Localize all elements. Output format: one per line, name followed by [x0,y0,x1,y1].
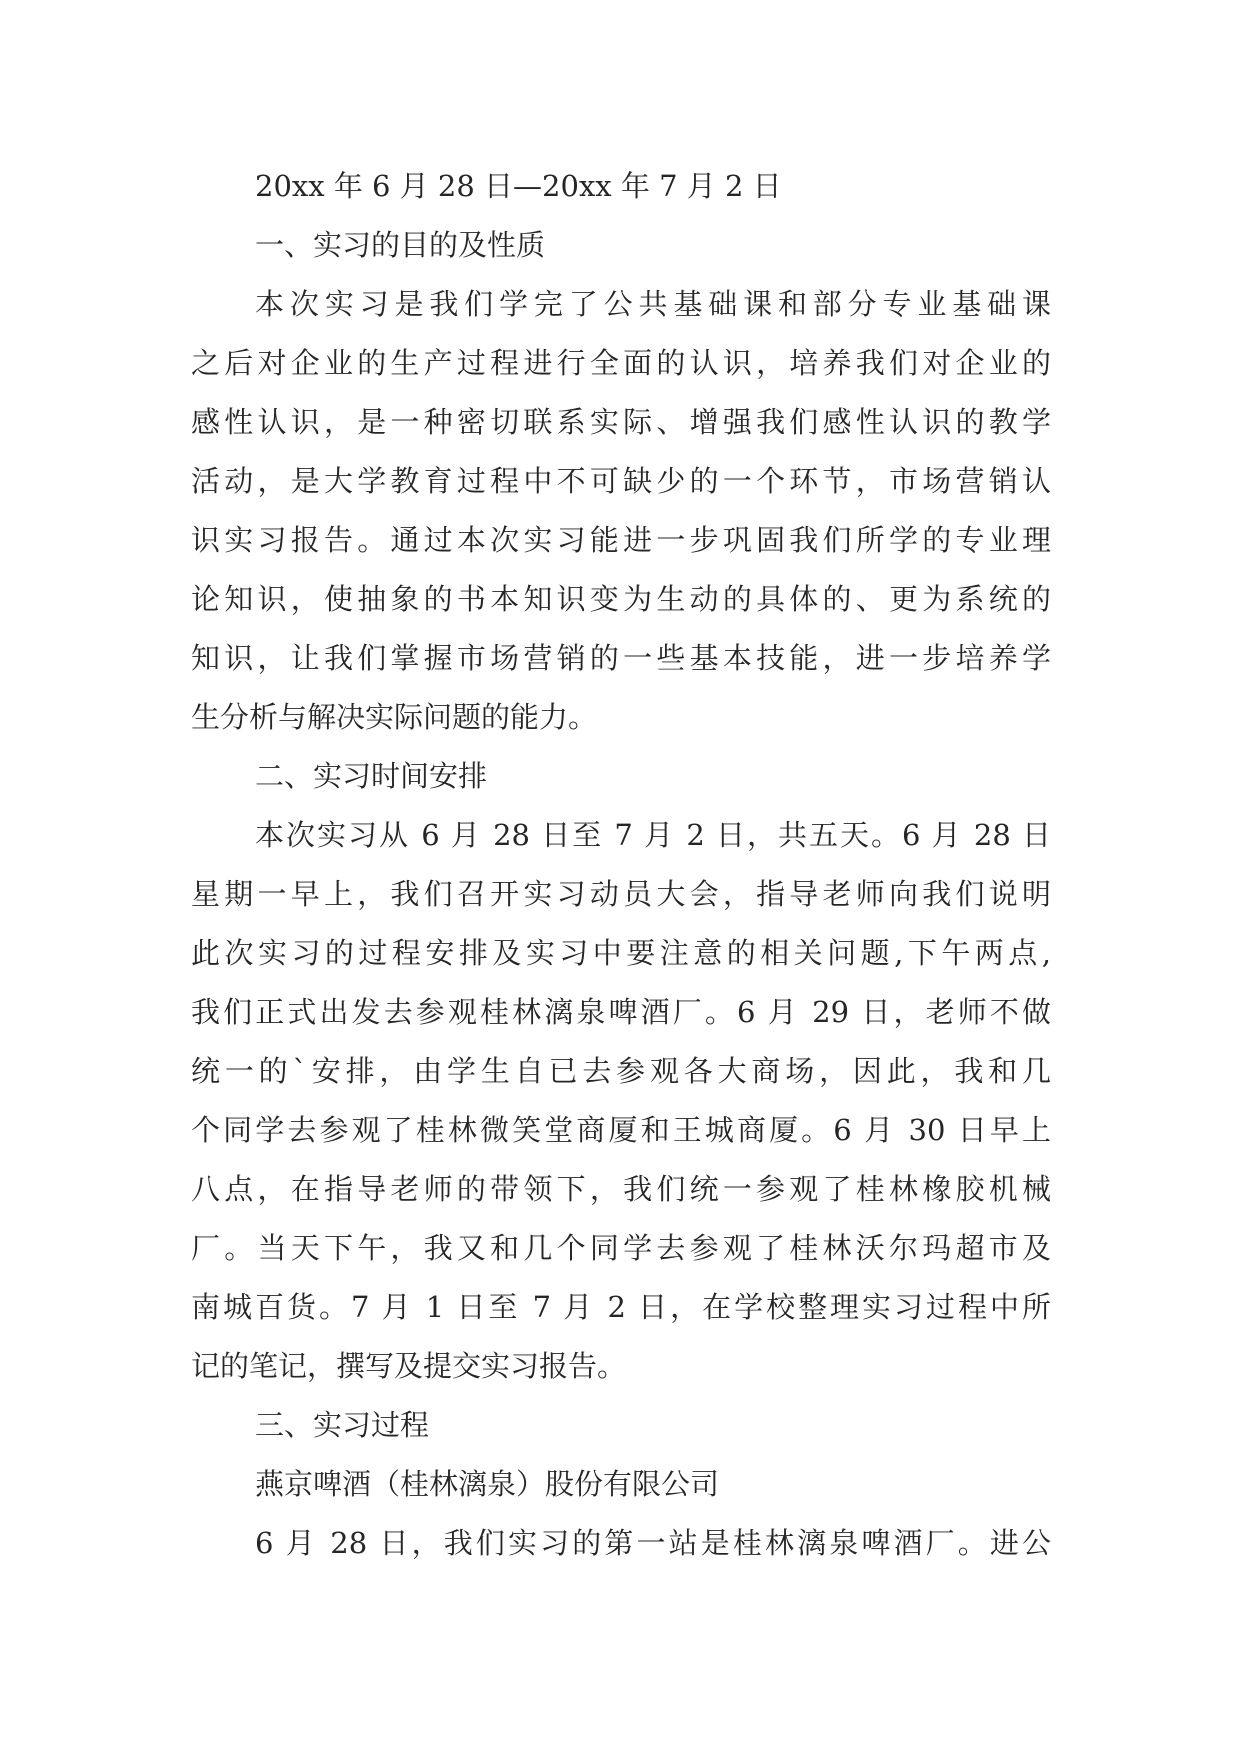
paragraph-line: 八点，在指导老师的带领下，我们统一参观了桂林橡胶机械 [191,1172,1051,1206]
paragraph-line: 厂。当天下午，我又和几个同学去参观了桂林沃尔玛超市及 [191,1231,1051,1265]
paragraph-line: 知识，让我们掌握市场营销的一些基本技能，进一步培养学 [191,641,1051,675]
paragraph-line: 6 月 28 日，我们实习的第一站是桂林漓泉啤酒厂。进公 [255,1526,1051,1560]
paragraph-line: 生分析与解决实际问题的能力。 [191,700,598,734]
paragraph-line: 此次实习的过程安排及实习中要注意的相关问题,下午两点, [191,936,1051,970]
document-body [191,157,1051,1573]
paragraph-line: 我们正式出发去参观桂林漓泉啤酒厂。6 月 29 日，老师不做 [191,995,1051,1029]
section-heading-process: 三、实习过程 [255,1408,430,1442]
date-range: 20xx 年 6 月 28 日—20xx 年 7 月 2 日 [255,169,782,203]
section-heading-purpose: 一、实习的目的及性质 [255,228,546,262]
paragraph-line: 统一的`安排，由学生自已去参观各大商场，因此，我和几 [191,1054,1051,1088]
paragraph-line: 活动，是大学教育过程中不可缺少的一个环节，市场营销认 [191,464,1051,498]
paragraph-line: 识实习报告。通过本次实习能进一步巩固我们所学的专业理 [191,523,1051,557]
paragraph-line: 星期一早上，我们召开实习动员大会，指导老师向我们说明 [191,877,1051,911]
company-name: 燕京啤酒（桂林漓泉）股份有限公司 [255,1467,720,1501]
section-heading-schedule: 二、实习时间安排 [255,759,488,793]
paragraph-line: 感性认识，是一种密切联系实际、增强我们感性认识的教学 [191,405,1051,439]
paragraph-line: 本次实习是我们学完了公共基础课和部分专业基础课 [255,287,1051,321]
paragraph-line: 个同学去参观了桂林微笑堂商厦和王城商厦。6 月 30 日早上 [191,1113,1051,1147]
paragraph-line: 南城百货。7 月 1 日至 7 月 2 日，在学校整理实习过程中所 [191,1290,1051,1324]
paragraph-line: 本次实习从 6 月 28 日至 7 月 2 日，共五天。6 月 28 日 [255,818,1051,852]
paragraph-line: 记的笔记，撰写及提交实习报告。 [191,1349,627,1383]
paragraph-line: 之后对企业的生产过程进行全面的认识，培养我们对企业的 [191,346,1051,380]
paragraph-line: 论知识，使抽象的书本知识变为生动的具体的、更为系统的 [191,582,1051,616]
